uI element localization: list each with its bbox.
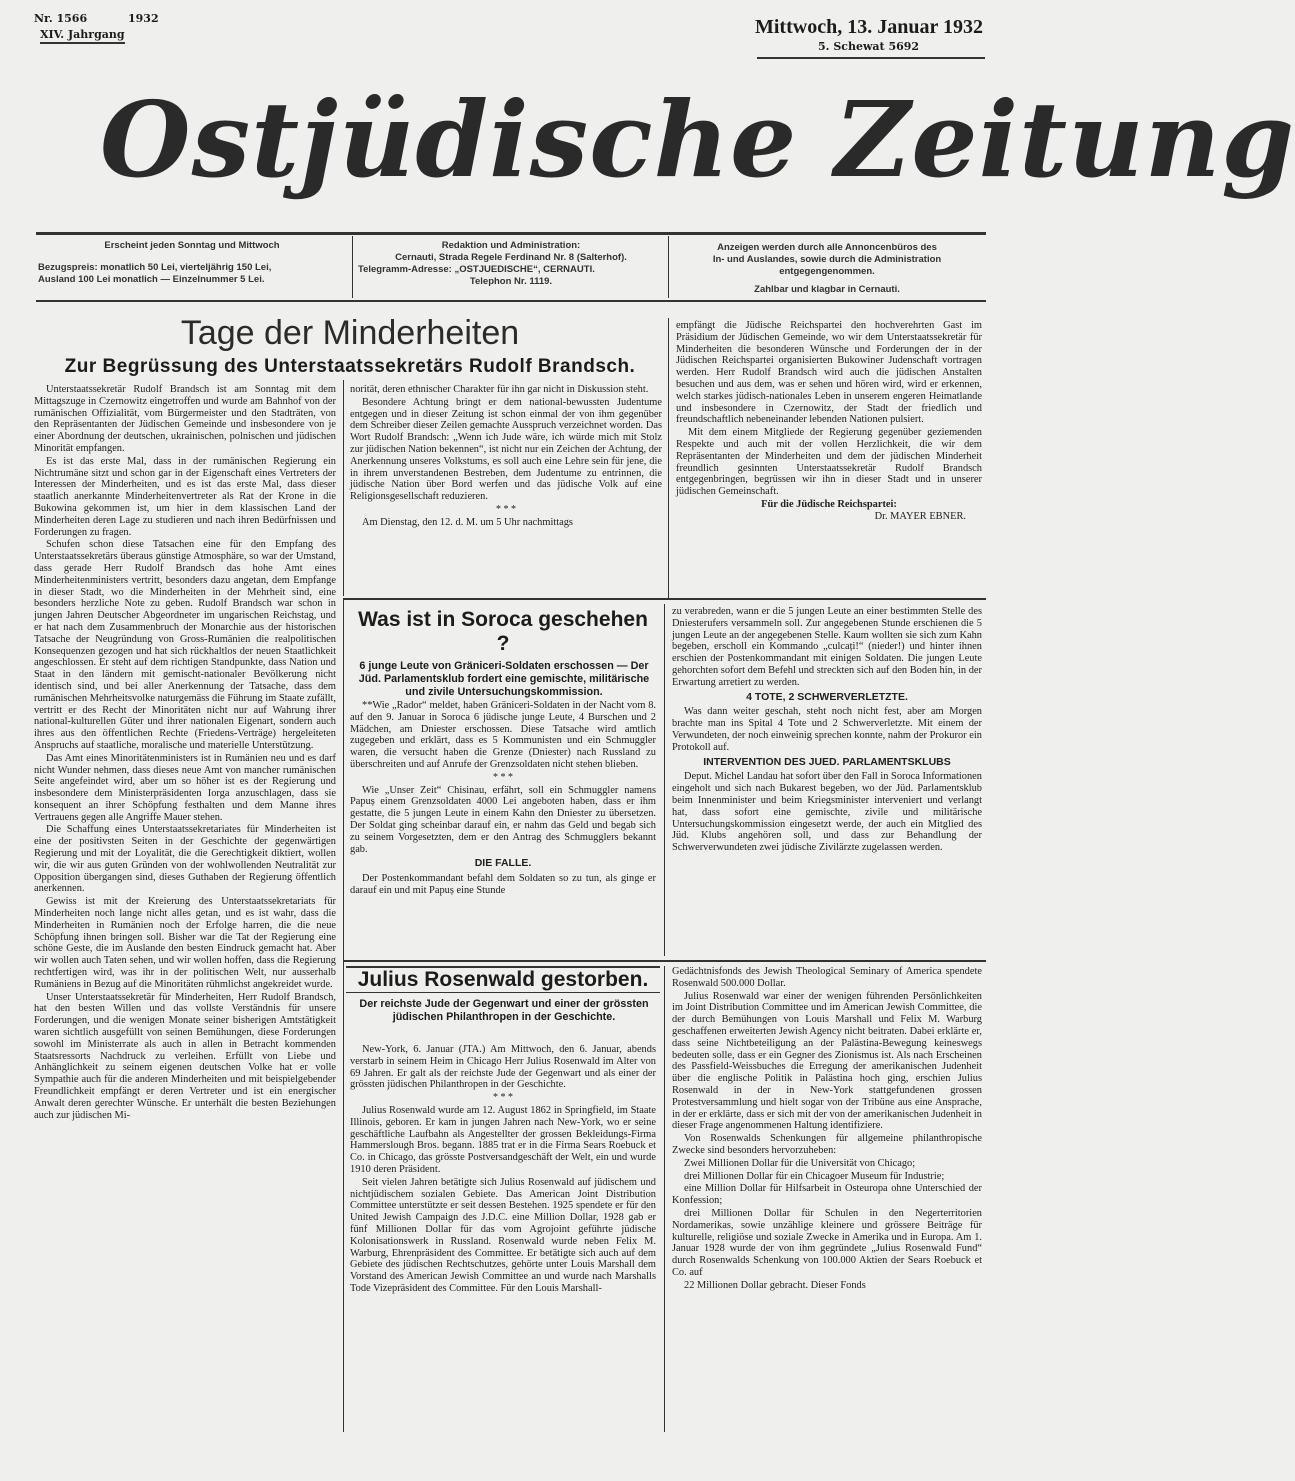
info-divider-2: [668, 236, 669, 298]
column-rule: [664, 604, 665, 956]
subheading: 4 TOTE, 2 SCHWERVERLETZTE.: [746, 690, 908, 703]
paragraph: Am Dienstag, den 12. d. M. um 5 Uhr nachmittags: [362, 516, 573, 528]
column-rule: [343, 380, 344, 596]
info-left-line: Ausland 100 Lei monatlich — Einzelnummer 5 Lei.: [38, 274, 265, 285]
issue-year: 1932: [128, 12, 159, 25]
info-middle-line: Redaktion und Administration:: [441, 240, 581, 251]
paragraph: Es ist das erste Mal, dass in der rumänischen Regierung ein Nichtrumäne sitzt und schon gar in der Eigenschaft eines Vertreters der Interessen der Minderheiten, und es ist das erste Mal, dass dieser staatlich anerkannte Minderheitenvertreter als Rat der Krone in die Bukowina gekommen ist, um hier in dem klassischen Land der Minderheiten deren Lage zu studieren und nach ihren Bedürfnissen und Forderungen zu fragen.: [34, 455, 336, 538]
paragraph: Gedächtnisfonds des Jewish Theological Seminary of America spendete Rosenwald 500.000 Dollar.: [672, 966, 982, 989]
article3-column-right: [672, 966, 982, 1434]
article2-title: Was ist in Soroca geschehen ?: [358, 608, 648, 655]
paragraph: eine Million Dollar für Hilfsarbeit in Osteuropa ohne Unterschied der Konfession;: [672, 1183, 982, 1207]
info-left-line: Erscheint jeden Sonntag und Mittwoch: [104, 240, 280, 251]
paragraph: drei Millionen Dollar für Schulen in den Negerterritorien Nordamerikas, sowie unzählige kleinere und grössere Beiträge für kulturelle, religiöse und soziale Zwecke in Amerika und in Europa. Am 1. Januar 1928 wurde der von ihm gegründete „Julius Rosenwald Fund“ durch Rosenwalds Schenkung von 100.000 Aktien der Sears Roebuck et Co. auf: [672, 1207, 982, 1278]
paragraph: Die Schaffung eines Unterstaatssekretariates für Minderheiten ist eine der positivsten Seiten in der Geschichte der gegenwärtigen Regierung und mit der Loyalität, die die Gerechtigkeit diktiert, wollen wir, die wir aus guten Gründen von der wohlwollenden Neutralität zur Opposition übergangen sind, dieses Guthaben der Regierung öffentlich anerkennen.: [34, 824, 336, 895]
section-separator: * * *: [496, 503, 516, 515]
article2-deck: 6 junge Leute von Gräniceri-Soldaten erschossen — Der Jüd. Parlamentsklub fordert eine gemischte, militärische und zivile Untersuchungskommission.: [358, 660, 650, 698]
article2-column-left: [350, 700, 656, 956]
info-top-rule: [36, 232, 986, 235]
paragraph: Julius Rosenwald war einer der wenigen führenden Persönlichkeiten im Joint Distribution Committee und im American Jewish Committee, die der durch Bemühungen von Louis Marshall und Felix M. Warburg geschaffenen erweiterten Jewish Agency nicht beitraten. Dabei erklärte er, dass seine Nichtbeteiligung an der Palästina-Bewegung keineswegs bedeuten solle, dass er ein Gegner des Zionismus ist. Als nach Erscheinen des Passfield-Weissbuches die Erregung der amerikanischen Judenheit über die englische Politik in Palästina hoch ging, erschien Julius Rosenwald in der in New-York stattgefundenen grossen Protestversammlung und hielt sogar von der Tribüne aus eine Ansprache, in der er erklärte, dass er sich mit der von der amerikanischen Judenheit in dieser Frage angenommenen Haltung identifiziere.: [672, 990, 982, 1132]
issue-date: Mittwoch, 13. Januar 1932: [755, 16, 983, 38]
paragraph: Wie „Unser Zeit“ Chisinau, erfährt, soll ein Schmuggler namens Papuș einem Grenzsoldaten 4000 Lei angeboten haben, dass er ihm gestatte, die 5 jungen Leute in einem Kahn den Dniester zu übersetzen. Der Soldat ging scheinbar darauf ein, er nahm das Geld und begab sich zu seinem Vorgesetzten, dem er den Antrag des Schmugglers bekannt gab.: [350, 784, 656, 855]
article3-deck: Der reichste Jude der Gegenwart und einer der grössten jüdischen Philanthropen in der Geschichte.: [359, 998, 649, 1023]
section-separator: * * *: [493, 771, 513, 783]
paragraph: **Wie „Rador“ meldet, haben Gräniceri-Soldaten in der Nacht vom 8. auf den 9. Januar in Soroca 6 jüdische junge Leute, 4 Burschen und 2 Mädchen, am Dniester erschossen. Diese Tatsache wird amtlich zugegeben und erklärt, dass es 5 Kommunisten und ein Schmuggler waren, die versucht haben die Grenze (Dniester) nach Russland zu überschreiten und auf Anrufe der Grenzsoldaten nicht stehen blieben.: [350, 700, 656, 770]
paragraph: Seit vielen Jahren betätigte sich Julius Rosenwald auf jüdischem und nichtjüdischem sozialen Gebiete. Das American Joint Distribution Committee unterstützte er seit dessen Bestehen. 1925 spendete er für den United Jewish Campaign des J.D.C. eine Million Dollar, 1928 gab er fünf Millionen Dollar für das vom Agrojoint geführte jüdische Kolonisationswerk in Russland. Rosenwald wurde neben Felix M. Warburg, Ehrenpräsident des Committee. Er betätigte sich auch auf dem Gebiete des jüdischen Rechtschutzes, gehörte unter Louis Marshall dem Vorstand des American Jewish Committee an und wurde nach Marshalls Tode Vizepräsident des Committee. Für den Louis Marshall-: [350, 1176, 656, 1294]
volume-label: XIV. Jahrgang: [40, 28, 125, 44]
info-bottom-rule: [36, 300, 986, 302]
paragraph: Zwei Millionen Dollar für die Universität von Chicago;: [684, 1157, 916, 1169]
article1-column-3: [676, 320, 982, 596]
info-divider-1: [352, 236, 353, 298]
section-rule: [343, 598, 986, 600]
paragraph: Schufen schon diese Tatsachen eine für den Empfang des Unterstaatssekretärs überaus günstige Atmosphäre, so war der Umstand, dass gerade Herr Rudolf Brandsch das hohe Amt eines Minderheitenministers vertritt, besonders dazu angetan, dem Empfange in dieser Stadt, wo die Minderheiten in der Mehrheit sind, eine besonders herzliche Note zu geben. Rudolf Brandsch war schon in jungen Jahren Deutscher Abgeordneter im ungarischen Reichstag, und er hat nach dem Zusammenbruch der Monarchie aus der historischen Tatsache der Neugründung von Gross-Rumänien die realpolitischen Konsequenzen gezogen und hat sich rückhaltlos der neuen Staatlichkeit angeschlossen. Er steht auf dem richtigen Standpunkte, dass Nation und Staat in den ländern mit gemischt-nationaler Bevölkerung nicht identisch sind, und bei aller Anerkennung der Tatsache, dass dem rumänischen Mehrheitsvolke naturgemäss die Führung im Staate zufällt, vertritt er des Recht der Minoritäten nicht nur auf Wahrung ihrer national-kulturellen Güter und ihrer nationalen Eigenart, sondern auch ihres aus den öffentlichen Rechte (Friedens-Verträge) hergeleiteten Anspruchs auf staatliche, moralische und materielle Unterstützung.: [34, 539, 336, 751]
paragraph: Besondere Achtung bringt er dem national-bewussten Judentume entgegen und in dieser Zeitung ist schon einmal der von ihm gegenüber dem Schreiber dieser Zeilen gemachte Ausspruch verzeichnet worden. Das Wort Rudolf Brandsch: „Wenn ich Jude wäre, ich würde mich mit Stolz zur jüdischen Nation bekennen“, ist nicht nur ein Zeichen der Achtung, der Anerkennung unseres Volkstums, es soll auch eine Lehre sein für jene, die in ihrem unverstandenen Bestreben, dem Judentume zu entrinnen, die jüdische Nation über Bord werfen und das jüdische Volk auf eine Religionsgesellschaft reduzieren.: [350, 396, 662, 503]
paragraph: zu verabreden, wann er die 5 jungen Leute an einer bestimmten Stelle des Dniesterufers versammeln soll. Zur angegebenen Stunde erschienen die 5 jungen Leute an der angegebenen Stelle. Kaum wollten sie sich zum Kahn begeben, erscholl ein Kommando „culcați!“ (nieder!) und hinter ihnen erschien der Postenkommandant mit einigen Soldaten. Die jungen Leute gehorchten sofort dem Befehl und streckten sich auf den Boden hin, in der Erwartung arretiert zu werden.: [672, 606, 982, 688]
article3-column-left: [350, 1044, 656, 1434]
info-right-line: Zahlbar und klagbar in Cernauti.: [754, 284, 900, 295]
section-separator: * * *: [493, 1092, 513, 1104]
paragraph: Das Amt eines Minoritätenministers ist in Rumänien neu und es darf nicht Wunder nehmen, dass dieses neue Amt von mancher rumänischen Seite angefeindet wird, aber um so höher ist es der Regierung und insbesondere dem Ministerpräsidenten Iorga anzuschlagen, dass sie konsequent an ihrer Schöpfung festhalten und dem Manne ihres Vertrauens gegen alle Angriffe Mauer stehen.: [34, 752, 336, 823]
info-middle-line: Cernauti, Strada Regele Ferdinand Nr. 8 (Salterhof).: [395, 252, 627, 263]
column-rule: [664, 966, 665, 1432]
subheading: INTERVENTION DES JUED. PARLAMENTSKLUBS: [703, 755, 951, 768]
hebrew-date: 5. Schewat 5692: [818, 40, 920, 53]
column-rule: [668, 318, 669, 598]
paragraph: empfängt die Jüdische Reichspartei den hochverehrten Gast im Präsidium der Jüdischen Gemeinde, wo wir dem Unterstaatssekretär für Minderheiten die besonderen Wünsche und Forderungen der in der Jüdischen Reichspartei organisierten Bukowiner Judenschaft vortragen werden. Herr Rudolf Brandsch wird auch die jüdischen Anstalten besuchen und aus dem, was er sehen und hören wird, wird er erkennen, welch starkes jüdisch-nationales Leben in unserem engeren Heimatlande und insbesondere in Czernowitz, der Stadt der friedlich und freundschaftlich nebeneinander lebenden Nationen pulsiert.: [676, 320, 982, 426]
info-left: [38, 240, 346, 286]
masthead-title: Ostjüdische Zeitung: [100, 78, 1295, 201]
paragraph: Julius Rosenwald wurde am 12. August 1862 in Springfield, im Staate Illinois, geboren. Er kam in jungen Jahren nach New-York, wo er seine geschäftliche Laufbahn als Angestellter der grossen Bekleidungs-Firma Hammerslough Bros. begann. 1885 trat er in die Firma Sears Roebuck et Co. in Chicago, das grösste Postversandgeschäft der Welt, ein und wurde 1910 deren Präsident.: [350, 1104, 656, 1175]
article2-column-right: [672, 606, 982, 958]
paragraph: Deput. Michel Landau hat sofort über den Fall in Soroca Informationen eingeholt und sich nach Bukarest begeben, wo der Jüd. Parlamentsklub beim Innenminister und beim Kriegsminister interveniert und verlangt hat, dass sofort eine gemischte, zivile und militärische Untersuchungskommission eingesetzt werde, der auch ein Mitglied des Jüd. Klubs angehören soll, und dass zur Behandlung der Schwerverwundeten zwei jüdische Zivilärzte zugelassen werden.: [672, 771, 982, 854]
paragraph: Unser Unterstaatssekretär für Minderheiten, Herr Rudolf Brandsch, hat den besten Willen und das vollste Verständnis für unsere Forderungen, und die wenigen Monate seiner bisherigen Amtstätigkeit waren sichtlich ausgefüllt von seinen Bemühungen, diese Forderungen sowohl im Ministerrate als auch in allen in Betracht kommenden Staatsressorts Nachdruck zu verleihen. Erfüllt von Liebe und Anhänglichkeit zu seinem eigenen deutschen Volke hat er volle Sympathie auch für die anderen Minderheiten und mit beispielgebender Freundlichkeit empfängt er deren Vertreter und ist ein energischer Anwalt deren gerechter Wünsche. Er unterhält die besten Beziehungen auch zur jüdischen Mi-: [34, 991, 336, 1121]
column-rule: [343, 600, 344, 960]
article1-title: Tage der Minderheiten: [180, 314, 520, 352]
info-right-line: In- und Auslandes, sowie durch die Administration: [712, 254, 942, 265]
paragraph: Unterstaatssekretär Rudolf Brandsch ist am Sonntag mit dem Mittagszuge in Czernowitz eingetroffen und wurde am Bahnhof von der rumänischen Offizialität, vom Bürgermeister und den Stadträten, von den Repräsentanten der Jüdischen Gemeinde und insbesondere von je einer Abordnung der deutschen, ukrainischen, polnischen und jüdischen Minorität empfangen.: [34, 384, 336, 454]
section-rule: [343, 960, 986, 962]
column-rule: [343, 962, 344, 1432]
date-rule: [757, 57, 985, 59]
info-right: [674, 242, 980, 296]
info-middle-line: Telegramm-Adresse: „OSTJUEDISCHE“, CERNAUTI.: [358, 264, 595, 275]
issue-number: Nr. 1566: [34, 12, 88, 25]
paragraph: Der Postenkommandant befahl dem Soldaten so zu tun, als ginge er darauf ein und mit Papuș eine Stunde: [350, 873, 656, 896]
paragraph: New-York, 6. Januar (JTA.) Am Mittwoch, den 6. Januar, abends verstarb in seinem Heim in Chicago Herr Julius Rosenwald im Alter von 69 Jahren. Er galt als der reichste Jude der Gegenwart und als einer der grössten jüdischen Philanthropen in der Geschichte.: [350, 1044, 656, 1091]
article1-subtitle: Zur Begrüssung des Unterstaatssekretärs Rudolf Brandsch.: [64, 356, 636, 377]
signature-name: Dr. MAYER EBNER.: [874, 510, 966, 522]
info-middle: [358, 240, 664, 288]
paragraph: 22 Millionen Dollar gebracht. Dieser Fonds: [684, 1279, 866, 1291]
article3-title: Julius Rosenwald gestorben.: [346, 966, 660, 993]
info-middle-line: Telephon Nr. 1119.: [469, 276, 553, 287]
paragraph: Von Rosenwalds Schenkungen für allgemeine philanthropische Zwecke sind besonders hervorzuheben:: [672, 1133, 982, 1156]
paragraph: drei Millionen Dollar für ein Chicagoer Museum für Industrie;: [684, 1170, 945, 1182]
info-right-line: Anzeigen werden durch alle Annoncenbüros des: [717, 242, 937, 253]
article1-column-1: [34, 384, 336, 1434]
subheading: DIE FALLE.: [474, 857, 532, 870]
paragraph: Was dann weiter geschah, steht noch nicht fest, aber am Morgen brachte man ins Spital 4 Tote und 2 Schwerverletzte. Mit einem der Verwundeten, der noch einweinig sprechen konnte, nahm der Prokuror ein Protokoll auf.: [672, 706, 982, 753]
paragraph: norität, deren ethnischer Charakter für ihn gar nicht in Diskussion steht.: [350, 384, 649, 395]
signature-party: Für die Jüdische Reichspartei:: [761, 498, 897, 510]
info-left-line: Bezugspreis: monatlich 50 Lei, vierteljährig 150 Lei,: [38, 262, 272, 273]
paragraph: Gewiss ist mit der Kreierung des Unterstaatssekretariats für Minderheiten noch lange nicht alles getan, und es ist wahr, dass die Minderheiten in Rumänien noch der Erfolge harren, die die neue Schöpfung ihnen bringen soll. Bisher war die Tat der Regierung eine schöne Geste, die im Auslande den besten Eindruck gemacht hat. Aber wir wollen auch Taten sehen, und wir wollen hoffen, dass die Regierung rechtfertigen wird, was ihr in der politischen Welt, nur ausserhalb Rumäniens in Bezug auf die Minoritäten rühmlichst angekreidet wurde.: [34, 896, 336, 990]
paragraph: Mit dem einem Mitgliede der Regierung gegenüber geziemenden Respekte und auch mit der vollen Herzlichkeit, die wir dem Repräsentanten der Minderheiten und dem der jüdischen Minderheit freundlich gesinnten Unterstaatssekretär Rudolf Brandsch entgegenbringen, begrüssen wir ihn in dieser Stadt und in unserer jüdischen Gemeinschaft.: [676, 427, 982, 498]
article1-column-2: [350, 384, 662, 594]
info-right-line: entgegengenommen.: [779, 266, 875, 277]
